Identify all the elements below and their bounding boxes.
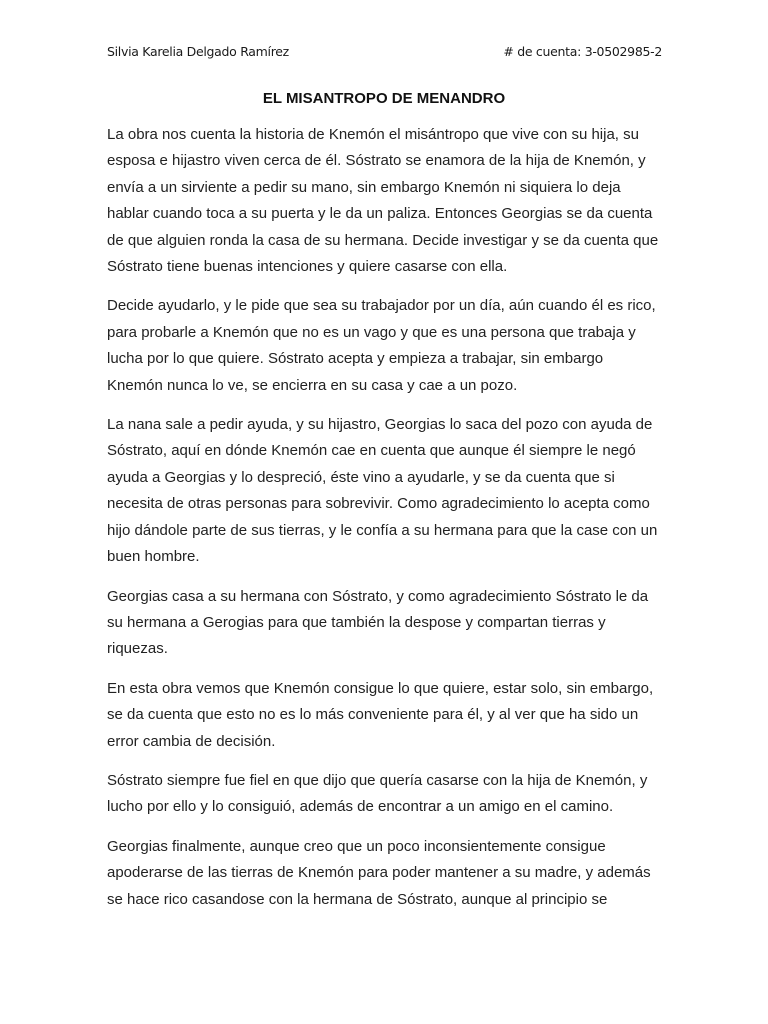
text-line: se hace rico casandose con la hermana de Sóstrato, aunque al principio se <box>107 890 608 908</box>
text-line: error cambia de decisión. <box>107 732 276 750</box>
text-line: riquezas. <box>107 640 168 658</box>
paragraph <box>107 676 667 755</box>
document-title: EL MISANTROPO DE MENANDRO <box>262 90 506 107</box>
text-line: La nana sale a pedir ayuda, y su hijastro, Georgias lo saca del pozo con ayuda de <box>107 416 653 434</box>
text-line: apoderarse de las tierras de Knemón para poder mantener a su madre, y además <box>107 864 651 882</box>
text-line: Decide ayudarlo, y le pide que sea su trabajador por un día, aún cuando él es rico, <box>107 297 656 315</box>
paragraph <box>107 293 667 399</box>
text-line: lucho por ello y lo consiguió, además de encontrar a un amigo en el camino. <box>107 798 614 816</box>
text-line: para probarle a Knemón que no es un vago y que es una persona que trabaja y <box>107 323 636 341</box>
text-line: Knemón nunca lo ve, se encierra en su casa y cae a un pozo. <box>107 376 518 394</box>
text-line: necesita de otras personas para sobrevivir. Como agradecimiento lo acepta como <box>107 495 650 513</box>
account-number: # de cuenta: 3-0502985-2 <box>503 44 662 59</box>
paragraph <box>107 122 667 280</box>
text-line: Sóstrato tiene buenas intenciones y quiere casarse con ella. <box>107 258 508 276</box>
text-line: hablar cuando toca a su puerta y le da un paliza. Entonces Georgias se da cuenta <box>107 205 653 223</box>
text-line: lucha por lo que quiere. Sóstrato acepta y empieza a trabajar, sin embargo <box>107 350 604 368</box>
author-name: Silvia Karelia Delgado Ramírez <box>107 44 289 59</box>
document-body <box>107 122 667 926</box>
paragraph <box>107 584 667 663</box>
text-line: se da cuenta que esto no es lo más conveniente para él, y al ver que ha sido un <box>107 706 639 724</box>
text-line: su hermana a Gerogias para que también la despose y compartan tierras y <box>107 613 606 631</box>
text-line: esposa e hijastro viven cerca de él. Sóstrato se enamora de la hija de Knemón, y <box>107 152 646 170</box>
text-line: Sóstrato, aquí en dónde Knemón cae en cuenta que aunque él siempre le negó <box>107 442 636 460</box>
page-header <box>107 44 662 62</box>
text-line: envía a un sirviente a pedir su mano, sin embargo Knemón ni siquiera lo deja <box>107 178 621 196</box>
text-line: hijo dándole parte de sus tierras, y le confía a su hermana para que la case con un <box>107 521 658 539</box>
paragraph <box>107 834 667 913</box>
text-line: En esta obra vemos que Knemón consigue lo que quiere, estar solo, sin embargo, <box>107 679 654 697</box>
paragraph <box>107 412 667 570</box>
text-line: Sóstrato siempre fue fiel en que dijo que quería casarse con la hija de Knemón, y <box>107 771 648 789</box>
text-line: Georgias casa a su hermana con Sóstrato, y como agradecimiento Sóstrato le da <box>107 587 649 605</box>
text-line: de que alguien ronda la casa de su hermana. Decide investigar y se da cuenta que <box>107 231 659 249</box>
text-line: buen hombre. <box>107 548 200 566</box>
text-line: La obra nos cuenta la historia de Knemón el misántropo que vive con su hija, su <box>107 126 639 143</box>
text-line: Georgias finalmente, aunque creo que un poco inconsientemente consigue <box>107 837 606 855</box>
text-line: ayuda a Georgias y lo despreció, éste vino a ayudarle, y se da cuenta que si <box>107 468 615 486</box>
paragraph <box>107 768 667 821</box>
